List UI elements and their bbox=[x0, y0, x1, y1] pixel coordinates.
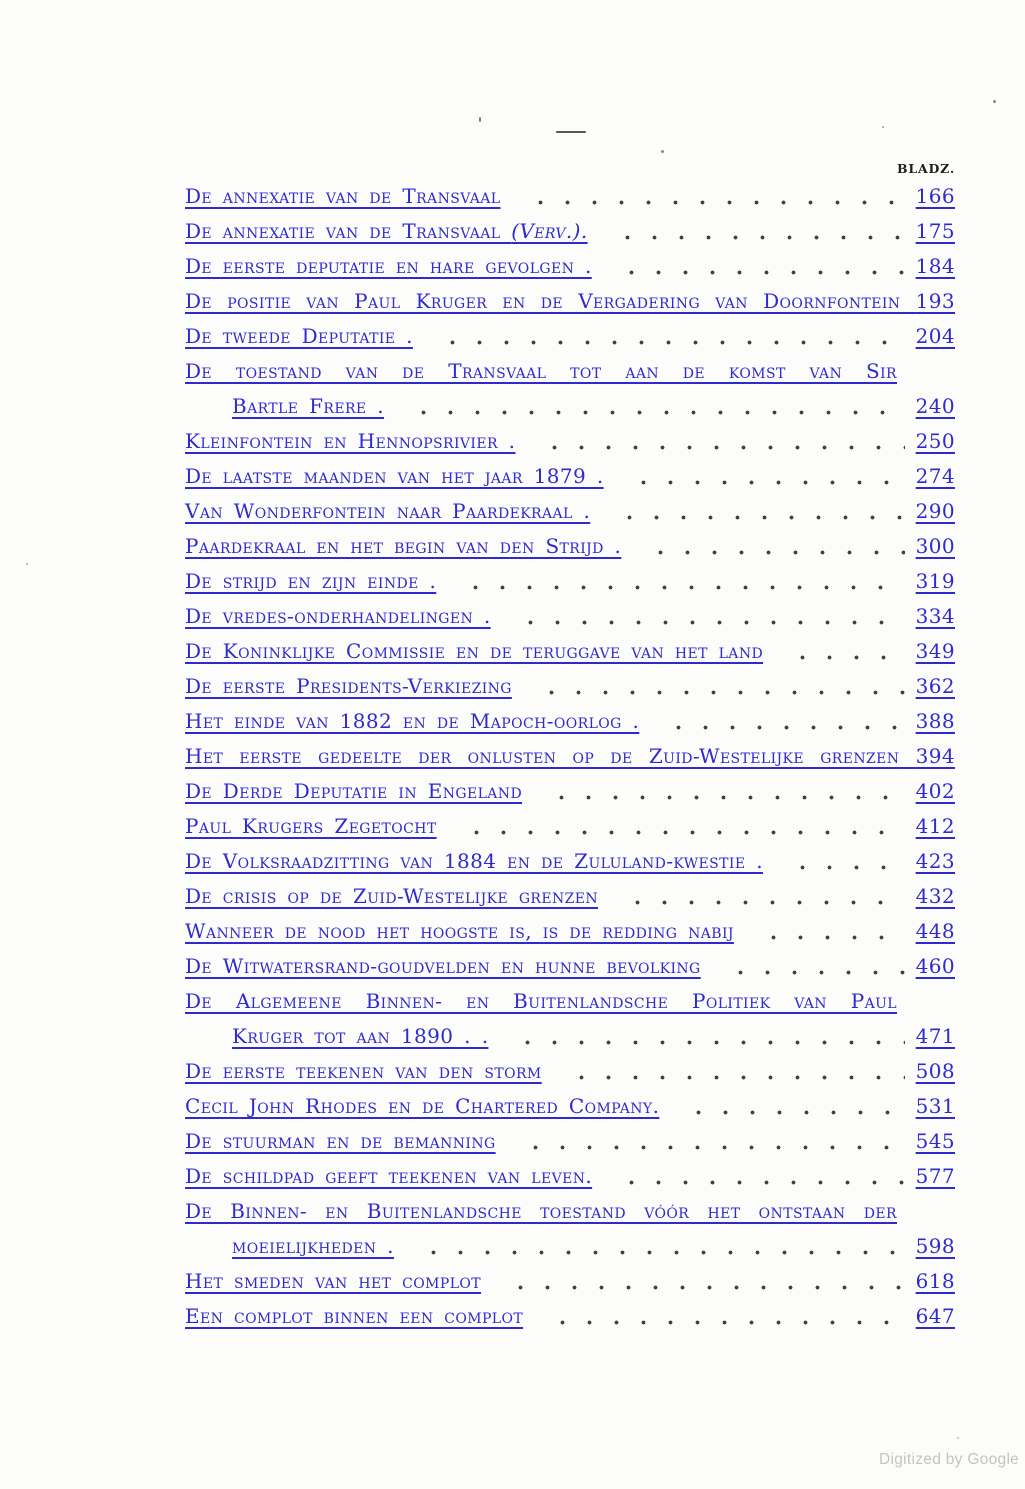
toc-entry-page-link[interactable]: 412 bbox=[915, 814, 955, 838]
dot-leader bbox=[538, 774, 905, 809]
toc-entry-title-link[interactable] bbox=[185, 494, 590, 529]
toc-entry bbox=[185, 564, 955, 599]
toc-entry-title-text: Paardekraal en het begin van den Strijd . bbox=[185, 534, 622, 558]
toc-entry-title-text: De crisis op de Zuid-Westelijke grenzen bbox=[185, 884, 599, 908]
toc-entry-page-link[interactable]: 193 bbox=[915, 289, 955, 313]
dot-leader bbox=[453, 809, 905, 844]
toc-entry-title-link[interactable]: Het eerste gedeelte der onlusten op de Zuid-Westelijke grenzen bbox=[185, 744, 900, 768]
toc-entry-title-italic: (Verv.). bbox=[511, 219, 588, 243]
toc-entry-title-link[interactable]: De positie van Paul Kruger en de Vergadering van Doornfontein bbox=[185, 289, 901, 313]
dot-leader bbox=[504, 1019, 905, 1054]
toc-entry[interactable] bbox=[185, 284, 955, 319]
toc-entry bbox=[185, 1264, 955, 1299]
separator-dash-mark bbox=[556, 131, 586, 133]
toc-entry-title-text: De annexatie van de Transvaal bbox=[185, 219, 512, 243]
toc-entry-page-link[interactable]: 394 bbox=[915, 744, 955, 768]
toc-entry-title-link[interactable] bbox=[185, 179, 501, 214]
toc-entry-title-text: moeielijkheden . bbox=[232, 1234, 394, 1258]
toc-entry-page-link[interactable]: 432 bbox=[915, 884, 955, 908]
toc-entry-title-text: Het smeden van het complot bbox=[185, 1269, 482, 1293]
toc-entry-title-link[interactable] bbox=[185, 424, 515, 459]
toc-entry-page-link[interactable]: 240 bbox=[915, 394, 955, 418]
dot-leader bbox=[750, 914, 905, 949]
toc-entry bbox=[185, 1019, 955, 1054]
dot-leader bbox=[717, 949, 905, 984]
dot-leader bbox=[637, 529, 905, 564]
toc-entry-page-link[interactable]: 334 bbox=[915, 604, 955, 628]
digitized-by-google-watermark: Digitized by Google bbox=[879, 1451, 1020, 1468]
toc-entry-title-text: De Witwatersrand-goudvelden en hunne bevolking bbox=[185, 954, 701, 978]
toc-entry-title-link[interactable] bbox=[185, 809, 437, 844]
dot-leader bbox=[655, 704, 905, 739]
dot-leader bbox=[539, 1299, 905, 1334]
toc-entry-title-link[interactable] bbox=[185, 914, 734, 949]
toc-entry bbox=[185, 809, 955, 844]
page-column-header: BLADZ. bbox=[897, 161, 955, 176]
toc-entry-page-link[interactable]: 274 bbox=[915, 464, 955, 488]
toc-entry-page-link[interactable]: 531 bbox=[915, 1094, 955, 1118]
dot-leader bbox=[620, 459, 905, 494]
toc-entry-title-link[interactable] bbox=[185, 1299, 523, 1334]
toc-entry-title-text: Bartle Frere . bbox=[232, 394, 385, 418]
toc-entry-title-text: De Volksraadzitting van 1884 en de Zululand-kwestie . bbox=[185, 849, 763, 873]
toc-entry-page-link[interactable]: 647 bbox=[915, 1304, 955, 1328]
toc-entry-page-link[interactable]: 290 bbox=[915, 499, 955, 523]
dot-leader bbox=[675, 1089, 905, 1124]
toc-entry-page-link[interactable]: 598 bbox=[915, 1234, 955, 1258]
toc-entry-line1-link[interactable]: De Binnen- en Buitenlandsche toestand vóór het ontstaan der bbox=[185, 1199, 897, 1223]
toc-entry-title-text: Cecil John Rhodes en de Chartered Company. bbox=[185, 1094, 660, 1118]
toc-entry-title-link[interactable] bbox=[185, 214, 588, 249]
toc-entry-title-text: Van Wonderfontein naar Paardekraal . bbox=[185, 499, 591, 523]
toc-entry bbox=[185, 389, 955, 424]
toc-entry bbox=[185, 599, 955, 634]
toc-entry-title-link[interactable] bbox=[185, 1089, 659, 1124]
toc-entry-page-link[interactable]: 175 bbox=[915, 219, 955, 243]
toc-entry-page-link[interactable]: 362 bbox=[915, 674, 955, 698]
toc-entry bbox=[185, 1299, 955, 1334]
toc-entry-title-link[interactable] bbox=[185, 1124, 496, 1159]
toc-entry-title-link[interactable] bbox=[185, 564, 436, 599]
dot-leader bbox=[604, 214, 905, 249]
toc-entry bbox=[185, 774, 955, 809]
toc-entry bbox=[185, 424, 955, 459]
scan-speck bbox=[26, 563, 28, 565]
toc-entry bbox=[185, 669, 955, 704]
toc-entry-page-link[interactable]: 184 bbox=[915, 254, 955, 278]
toc-entry-page-link[interactable]: 545 bbox=[915, 1129, 955, 1153]
dot-leader bbox=[528, 669, 905, 704]
toc-entry-title-text: De Koninklijke Commissie en de teruggave van het land bbox=[185, 639, 764, 663]
toc-entry-page-link[interactable]: 618 bbox=[915, 1269, 955, 1293]
toc-entry-title-text: De vredes-onderhandelingen . bbox=[185, 604, 491, 628]
toc-entry-title-link[interactable] bbox=[185, 634, 763, 669]
toc-entry-title-link[interactable] bbox=[185, 599, 491, 634]
toc-entry-title-text: Wanneer de nood het hoogste is, is de redding nabij bbox=[185, 919, 734, 943]
toc-entry-title-link[interactable] bbox=[185, 669, 512, 704]
toc-entry-title-link[interactable] bbox=[185, 1159, 592, 1194]
toc-entry-title-link[interactable] bbox=[185, 529, 621, 564]
toc-entry-title-link[interactable] bbox=[185, 319, 413, 354]
dot-leader bbox=[531, 424, 905, 459]
toc-entry-title-link[interactable] bbox=[185, 459, 604, 494]
toc-entry bbox=[185, 459, 955, 494]
toc-entry-page-link[interactable]: 250 bbox=[915, 429, 955, 453]
toc-entry-title-link[interactable] bbox=[185, 879, 598, 914]
toc-entry bbox=[185, 1159, 955, 1194]
toc-entry-title-link[interactable] bbox=[185, 949, 701, 984]
toc-entry[interactable] bbox=[185, 739, 955, 774]
toc-entry-title-text: Een complot binnen een complot bbox=[185, 1304, 524, 1328]
toc-entry-title-link[interactable] bbox=[185, 774, 522, 809]
toc-entry-title-text: Kleinfontein en Hennopsrivier . bbox=[185, 429, 516, 453]
toc-entry-title-text: De stuurman en de bemanning bbox=[185, 1129, 496, 1153]
scan-speck bbox=[993, 100, 996, 103]
toc-entry bbox=[185, 949, 955, 984]
dot-leader bbox=[400, 389, 905, 424]
toc-entry-page-link[interactable]: 448 bbox=[915, 919, 955, 943]
toc-entry-page-link[interactable]: 319 bbox=[915, 569, 955, 593]
toc-entry-title-link[interactable] bbox=[185, 704, 639, 739]
dot-leader bbox=[517, 179, 906, 214]
toc-entry-title-link[interactable] bbox=[185, 844, 763, 879]
toc-entry bbox=[185, 844, 955, 879]
scan-speck bbox=[882, 126, 884, 128]
dot-leader bbox=[608, 249, 905, 284]
toc-entry-page-link[interactable]: 471 bbox=[915, 1024, 955, 1048]
toc-entry-page-link[interactable]: 460 bbox=[915, 954, 955, 978]
toc-entry-line1-link[interactable]: De toestand van de Transvaal tot aan de komst van Sir bbox=[185, 359, 897, 383]
dot-leader bbox=[608, 1159, 905, 1194]
toc-entry-title-link[interactable] bbox=[232, 1019, 488, 1054]
toc-entry-page-link[interactable]: 388 bbox=[915, 709, 955, 733]
dot-leader bbox=[614, 879, 905, 914]
toc-entry-title-text: Paul Krugers Zegetocht bbox=[185, 814, 437, 838]
toc-entry-page-link[interactable]: 349 bbox=[915, 639, 955, 663]
toc-entry-page-link[interactable]: 402 bbox=[915, 779, 955, 803]
toc-entry-title-text: De annexatie van de Transvaal bbox=[185, 184, 501, 208]
dot-leader bbox=[512, 1124, 905, 1159]
toc-entry-page-link[interactable]: 300 bbox=[915, 534, 955, 558]
dot-leader bbox=[410, 1229, 905, 1264]
dot-leader bbox=[429, 319, 905, 354]
toc-entry bbox=[185, 1054, 955, 1089]
toc-entry-title-link[interactable] bbox=[185, 249, 592, 284]
toc-entry bbox=[185, 914, 955, 949]
toc-entry bbox=[185, 634, 955, 669]
toc-entry-title-link[interactable] bbox=[232, 389, 384, 424]
toc-entry-title-link[interactable] bbox=[185, 1054, 542, 1089]
toc-entry-title-text: Het einde van 1882 en de Mapoch-oorlog . bbox=[185, 709, 640, 733]
toc-entry-page-link[interactable]: 204 bbox=[915, 324, 955, 348]
dot-leader bbox=[497, 1264, 905, 1299]
toc-entry-title-text: De tweede Deputatie . bbox=[185, 324, 413, 348]
toc-entry bbox=[185, 494, 955, 529]
toc-entry bbox=[185, 704, 955, 739]
scan-speck bbox=[957, 1437, 959, 1439]
dot-leader bbox=[452, 564, 905, 599]
toc-entry-title-text: De eerste teekenen van den storm bbox=[185, 1059, 542, 1083]
toc-entry-title-text: De schildpad geeft teekenen van leven. bbox=[185, 1164, 593, 1188]
toc-entry-page-link[interactable]: 577 bbox=[915, 1164, 955, 1188]
toc-entry-line1-link[interactable]: De Algemeene Binnen- en Buitenlandsche Politiek van Paul bbox=[185, 989, 897, 1013]
toc-entry bbox=[185, 179, 955, 214]
toc-entry-title-text: De strijd en zijn einde . bbox=[185, 569, 437, 593]
toc-entry-title-link[interactable] bbox=[232, 1229, 394, 1264]
scan-speck bbox=[479, 117, 481, 122]
toc-entry-title-text: De Derde Deputatie in Engeland bbox=[185, 779, 523, 803]
toc-entry-title-text: De laatste maanden van het jaar 1879 . bbox=[185, 464, 604, 488]
toc-entry-title-text: De eerste deputatie en hare gevolgen . bbox=[185, 254, 592, 278]
toc-entry-page-link[interactable]: 423 bbox=[915, 849, 955, 873]
toc-entry bbox=[185, 319, 955, 354]
scan-speck bbox=[661, 150, 664, 153]
table-of-contents bbox=[185, 179, 955, 1334]
toc-entry-title-text: Kruger tot aan 1890 . . bbox=[232, 1024, 489, 1048]
toc-entry-title-text: De eerste Presidents-Verkiezing bbox=[185, 674, 512, 698]
toc-entry-title-link[interactable] bbox=[185, 1264, 481, 1299]
toc-entry bbox=[185, 879, 955, 914]
toc-entry bbox=[185, 214, 955, 249]
toc-entry-page-link[interactable]: 166 bbox=[915, 184, 955, 208]
dot-leader bbox=[507, 599, 905, 634]
dot-leader bbox=[558, 1054, 905, 1089]
toc-entry bbox=[185, 1089, 955, 1124]
dot-leader bbox=[779, 634, 905, 669]
dot-leader bbox=[779, 844, 905, 879]
toc-entry bbox=[185, 249, 955, 284]
toc-entry bbox=[185, 1229, 955, 1264]
toc-entry bbox=[185, 529, 955, 564]
toc-entry-page-link[interactable]: 508 bbox=[915, 1059, 955, 1083]
toc-entry bbox=[185, 1124, 955, 1159]
dot-leader bbox=[606, 494, 905, 529]
